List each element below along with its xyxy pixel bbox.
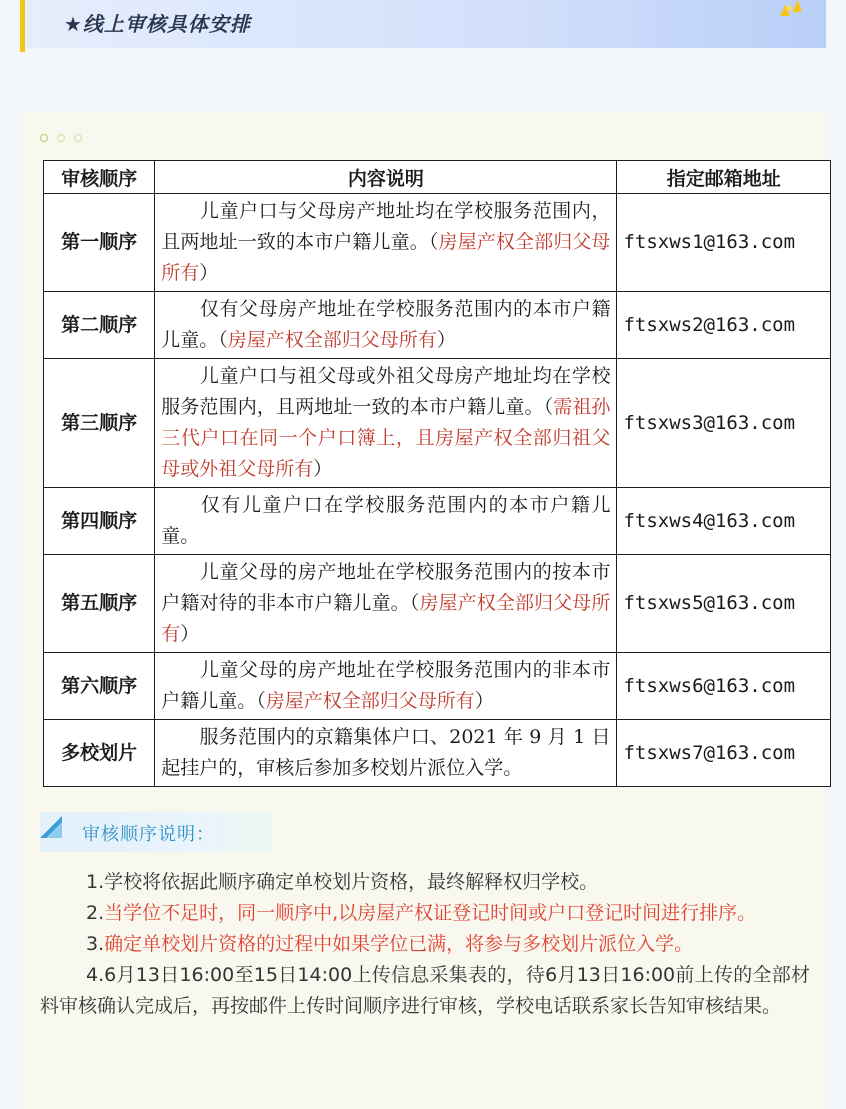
table-row (44, 359, 831, 488)
order-cell: 第一顺序 (44, 194, 155, 292)
description-text: 服务范围内的京籍集体户口、2021 年 9 月 1 日起挂户的，审核后参加多校划片派位入学。 (161, 726, 611, 779)
order-cell: 第三顺序 (44, 359, 155, 488)
note-item: 4.6月13日16:00至15日14:00上传信息采集表的，待6月13日16:00前上传的全部材料审核确认完成后，再按邮件上传时间顺序进行审核，学校电话联系家长告知审核结果。 (40, 964, 810, 1017)
triangle-corner-icon (40, 814, 66, 840)
email-address-link[interactable]: ftsxws3@163.com (617, 359, 831, 488)
notes-body (40, 867, 810, 1022)
description-text: 儿童父母的房产地址在学校服务范围内的非本市户籍儿童。（ (161, 659, 611, 712)
property-note: 房屋产权全部归父母所有 (161, 592, 611, 645)
description-text: 儿童父母的房产地址在学校服务范围内的按本市户籍对待的非本市户籍儿童。（ (161, 561, 611, 614)
email-address-link[interactable]: ftsxws2@163.com (617, 292, 831, 359)
table-header-row (44, 161, 831, 194)
description-cell: 儿童父母的房产地址在学校服务范围内的按本市户籍对待的非本市户籍儿童。（房屋产权全部归父母所有） (155, 555, 617, 653)
audit-schedule-table (43, 160, 831, 787)
content-card (20, 112, 826, 1109)
dot-icon (40, 134, 48, 142)
order-cell: 多校划片 (44, 720, 155, 787)
email-address-link[interactable]: ftsxws4@163.com (617, 488, 831, 555)
note-item: 1.学校将依据此顺序确定单校划片资格，最终解释权归学校。 (86, 871, 599, 893)
email-address-link[interactable]: ftsxws6@163.com (617, 653, 831, 720)
header-accent-bar (20, 0, 25, 52)
description-cell (155, 720, 617, 787)
description-text: 儿童户口与祖父母或外祖父母房产地址均在学校服务范围内，且两地址一致的本市户籍儿童。（ (161, 365, 611, 418)
dot-icon (57, 134, 65, 142)
table-row (44, 488, 831, 555)
email-address-link[interactable]: ftsxws1@163.com (617, 194, 831, 292)
property-note: 需祖孙三代户口在同一个户口簿上，且房屋产权全部归祖父母或外祖父母所有 (161, 396, 611, 480)
table-row (44, 555, 831, 653)
note-highlight: 确定单校划片资格的过程中如果学位已满，将参与多校划片派位入学。 (104, 933, 694, 955)
description-text: 儿童户口与父母房产地址均在学校服务范围内，且两地址一致的本市户籍儿童。（ (161, 200, 611, 253)
order-cell: 第五顺序 (44, 555, 155, 653)
description-cell: 儿童父母的房产地址在学校服务范围内的非本市户籍儿童。（房屋产权全部归父母所有） (155, 653, 617, 720)
email-address-link[interactable]: ftsxws7@163.com (617, 720, 831, 787)
table-row (44, 194, 831, 292)
column-header-order: 审核顺序 (44, 161, 155, 194)
description-cell: 儿童户口与祖父母或外祖父母房产地址均在学校服务范围内，且两地址一致的本市户籍儿童。（需祖孙三代户口在同一个户口簿上，且房屋产权全部归祖父母或外祖父母所有） (155, 359, 617, 488)
notes-subheading-label: 审核顺序说明： (82, 824, 215, 845)
window-dots (40, 134, 82, 142)
description-text: 仅有儿童户口在学校服务范围内的本市户籍儿童。 (161, 494, 611, 547)
note-item: 2.当学位不足时，同一顺序中,以房屋产权证登记时间或户口登记时间进行排序。 (86, 902, 757, 924)
description-cell (155, 488, 617, 555)
section-title: ★线上审核具体安排 (64, 12, 251, 36)
table-row (44, 720, 831, 787)
order-cell: 第六顺序 (44, 653, 155, 720)
star-sparkle-icon (776, 0, 806, 16)
description-cell: 仅有父母房产地址在学校服务范围内的本市户籍儿童。（房屋产权全部归父母所有） (155, 292, 617, 359)
email-address-link[interactable]: ftsxws5@163.com (617, 555, 831, 653)
dot-icon (74, 134, 82, 142)
column-header-description: 内容说明 (155, 161, 617, 194)
table-row (44, 292, 831, 359)
notes-subheading (40, 812, 272, 852)
note-highlight: 当学位不足时，同一顺序中,以房屋产权证登记时间或户口登记时间进行排序。 (104, 902, 757, 924)
property-note: 房屋产权全部归父母所有 (265, 690, 475, 712)
property-note: 房屋产权全部归父母所有 (161, 231, 611, 284)
property-note: 房屋产权全部归父母所有 (227, 329, 437, 351)
section-header-banner (20, 0, 826, 48)
order-cell: 第四顺序 (44, 488, 155, 555)
description-cell: 儿童户口与父母房产地址均在学校服务范围内，且两地址一致的本市户籍儿童。（房屋产权全部归父母所有） (155, 194, 617, 292)
note-item: 3.确定单校划片资格的过程中如果学位已满，将参与多校划片派位入学。 (86, 933, 694, 955)
table-row (44, 653, 831, 720)
order-cell: 第二顺序 (44, 292, 155, 359)
description-text: 仅有父母房产地址在学校服务范围内的本市户籍儿童。（ (161, 298, 611, 351)
column-header-email: 指定邮箱地址 (617, 161, 831, 194)
